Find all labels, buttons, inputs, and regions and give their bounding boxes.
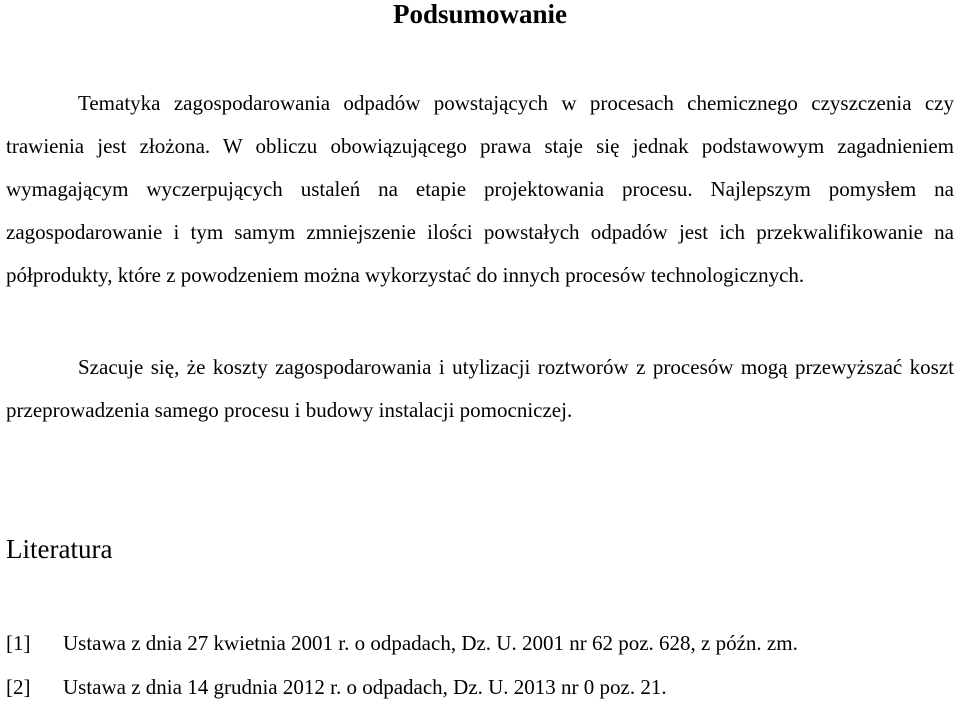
reference-text: Ustawa z dnia 27 kwietnia 2001 r. o odpadach, Dz. U. 2001 nr 62 poz. 628, z późn. zm. [63, 631, 798, 655]
summary-paragraph-2: Szacuje się, że koszty zagospodarowania i utylizacji roztworów z procesów mogą przewyższać koszt przeprowadzenia samego procesu i budowy instalacji pomocniczej. [6, 355, 954, 422]
reference-number: [2] [6, 675, 31, 699]
reference-number: [1] [6, 631, 31, 655]
reference-item [6, 621, 954, 665]
reference-text: Ustawa z dnia 14 grudnia 2012 r. o odpadach, Dz. U. 2013 nr 0 poz. 21. [63, 675, 667, 699]
references-list [6, 621, 954, 709]
summary-paragraph-1: Tematyka zagospodarowania odpadów powstających w procesach chemicznego czyszczenia czy trawienia jest złożona. W obliczu obowiązującego prawa staje się jednak podstawowym zagadnieniem wymagającym wyczerpujących ustaleń na etapie projektowania procesu. Najlepszym pomysłem na zagospodarowanie i tym samym zmniejszenie ilości powstałych odpadów jest ich przekwalifikowanie na półprodukty, które z powodzeniem można wykorzystać do innych procesów technologicznych. [6, 91, 954, 287]
references-heading: Literatura [6, 534, 113, 564]
document-page [6, 0, 954, 702]
section-title: Podsumowanie [392, 0, 568, 29]
reference-item [6, 665, 954, 709]
